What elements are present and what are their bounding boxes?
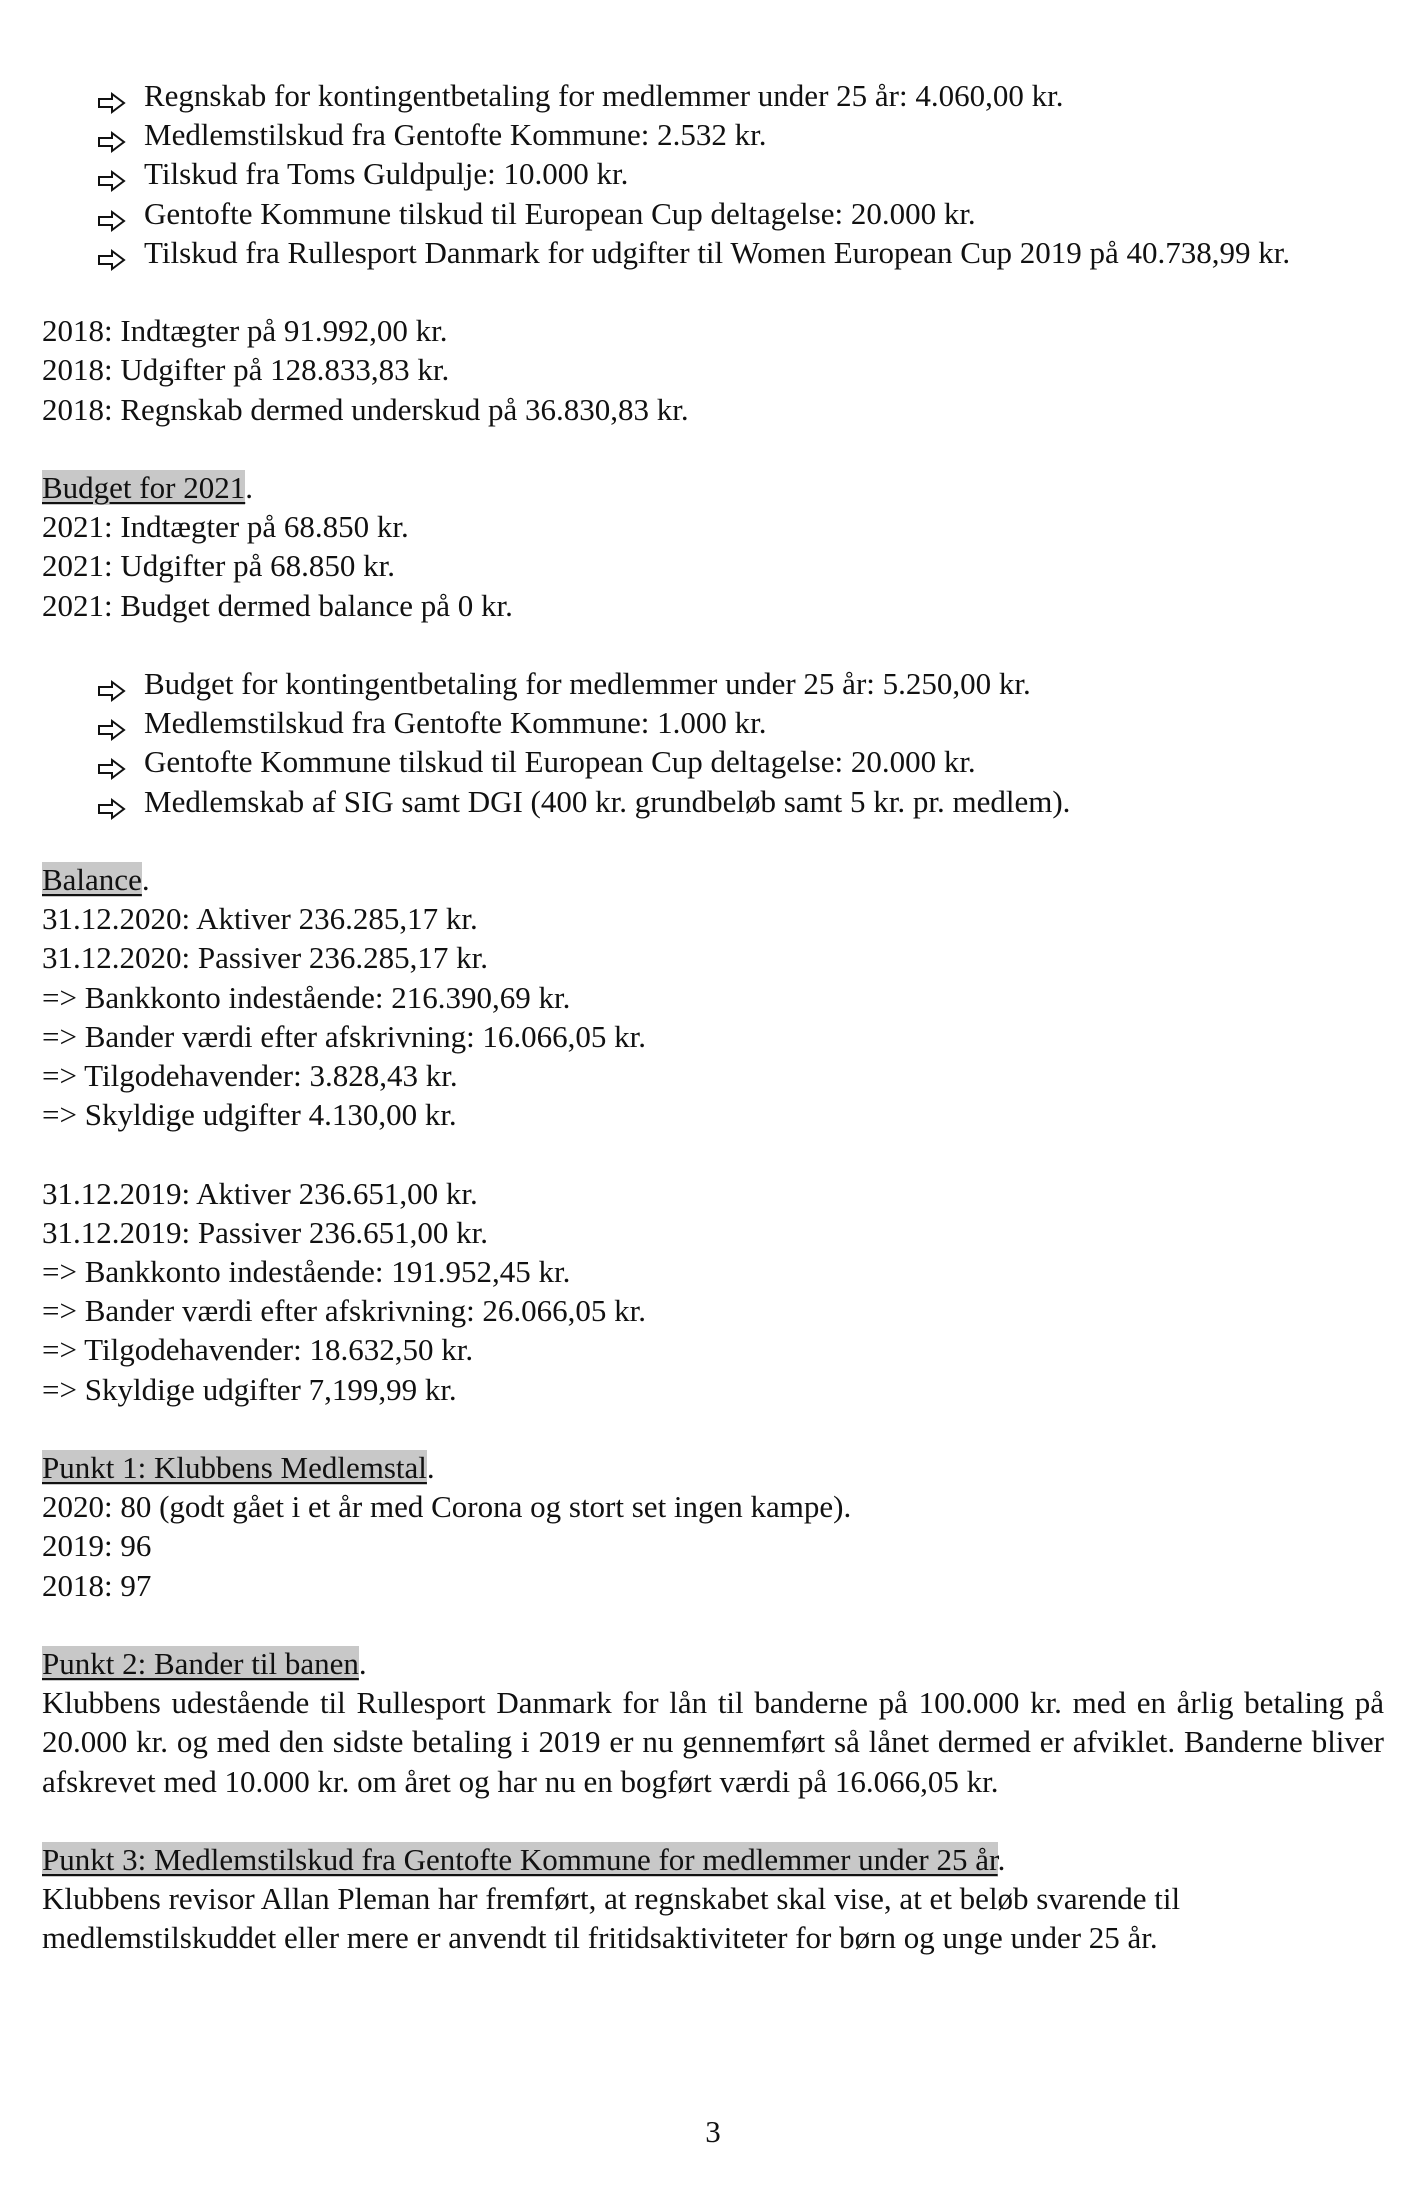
spacer xyxy=(42,625,1384,664)
balance-2020-line: => Skyldige udgifter 4.130,00 kr. xyxy=(42,1097,457,1133)
arrow-right-icon xyxy=(97,742,133,781)
list-item xyxy=(97,233,1426,272)
punkt3-heading-line: Punkt 3: Medlemstilskud fra Gentofte Kommune for medlemmer under 25 år. xyxy=(42,1842,1006,1878)
list-item xyxy=(97,703,1426,742)
list-item xyxy=(97,742,1426,781)
punkt2-heading-line: Punkt 2: Bander til banen. xyxy=(42,1646,367,1682)
list-item xyxy=(97,115,1426,154)
spacer xyxy=(42,272,1384,311)
arrow-right-icon xyxy=(97,233,133,272)
balance-2019-line: 31.12.2019: Passiver 236.651,00 kr. xyxy=(42,1214,489,1250)
balance-2020-line: 31.12.2020: Passiver 236.285,17 kr. xyxy=(42,940,489,976)
budget-heading-line: Budget for 2021. xyxy=(42,470,253,505)
document-page xyxy=(42,76,1384,1958)
balance-2019-line: => Tilgodehavender: 18.632,50 kr. xyxy=(42,1332,474,1368)
budget-expenses: 2021: Udgifter på 68.850 kr. xyxy=(42,548,396,584)
balance-2019-line: 31.12.2019: Aktiver 236.651,00 kr. xyxy=(42,1175,478,1211)
member-count-2020: 2020: 80 (godt gået i et år med Corona og stort set ingen kampe). xyxy=(42,1489,852,1525)
arrow-right-icon xyxy=(97,703,133,742)
balance-2020-line: => Bander værdi efter afskrivning: 16.066,05 kr. xyxy=(42,1018,647,1054)
punkt3-paragraph-line: medlemstilskuddet eller mere er anvendt til fritidsaktiviteter for børn og unge under 25 år. xyxy=(42,1920,1158,1956)
spacer xyxy=(42,1409,1384,1448)
page-number: 3 xyxy=(705,2114,721,2149)
punkt3-paragraph-line: Klubbens revisor Allan Pleman har fremført, at regnskabet skal vise, at et beløb svarende til xyxy=(42,1881,1181,1917)
balance-2020-line: => Bankkonto indestående: 216.390,69 kr. xyxy=(42,979,571,1015)
spacer xyxy=(42,821,1384,860)
bullet-text: Medlemstilskud fra Gentofte Kommune: 2.532 kr. xyxy=(144,117,767,153)
result-2018-expenses: 2018: Udgifter på 128.833,83 kr. xyxy=(42,352,450,388)
balance-heading-line: Balance. xyxy=(42,862,150,897)
punkt2-heading: Punkt 2: Bander til banen xyxy=(42,1646,359,1682)
result-2018-deficit: 2018: Regnskab dermed underskud på 36.830,83 kr. xyxy=(42,391,689,427)
punkt2-paragraph: Klubbens udestående til Rullesport Danmark for lån til banderne på 100.000 kr. med en årlig betaling på 20.000 kr. og med den sidste betaling i 2019 er nu gennemført så lånet dermed er afviklet. Banderne bliver afskrevet med 10.000 kr. om året og har nu en bogført værdi på 16.066,05 kr. xyxy=(42,1685,1384,1799)
balance-2020-line: => Tilgodehavender: 3.828,43 kr. xyxy=(42,1058,458,1094)
balance-heading: Balance xyxy=(42,862,142,897)
budget-heading: Budget for 2021 xyxy=(42,470,246,505)
member-count-2019: 2019: 96 xyxy=(42,1528,152,1564)
arrow-right-icon xyxy=(97,194,133,233)
bullet-text: Budget for kontingentbetaling for medlemmer under 25 år: 5.250,00 kr. xyxy=(144,666,1031,701)
list-item xyxy=(97,782,1426,821)
spacer xyxy=(42,1801,1384,1840)
bullet-text: Gentofte Kommune tilskud til European Cup deltagelse: 20.000 kr. xyxy=(144,744,976,780)
list-item xyxy=(97,154,1426,193)
bullet-text: Regnskab for kontingentbetaling for medlemmer under 25 år: 4.060,00 kr. xyxy=(144,78,1064,113)
spacer xyxy=(42,1605,1384,1644)
balance-2020-line: 31.12.2020: Aktiver 236.285,17 kr. xyxy=(42,901,478,937)
arrow-right-icon xyxy=(97,154,133,193)
list-item xyxy=(97,664,1426,703)
arrow-right-icon xyxy=(97,76,133,115)
arrow-right-icon xyxy=(97,664,133,703)
spacer xyxy=(42,429,1384,468)
balance-2019-line: => Bander værdi efter afskrivning: 26.066,05 kr. xyxy=(42,1293,647,1329)
bullet-text: Tilskud fra Toms Guldpulje: 10.000 kr. xyxy=(144,156,629,192)
bullet-text: Gentofte Kommune tilskud til European Cup deltagelse: 20.000 kr. xyxy=(144,195,976,231)
member-count-2018: 2018: 97 xyxy=(42,1567,152,1603)
arrow-right-icon xyxy=(97,115,133,154)
budget-bullet-list xyxy=(42,664,1384,821)
punkt1-heading-line: Punkt 1: Klubbens Medlemstal. xyxy=(42,1450,435,1486)
spacer xyxy=(42,1134,1384,1173)
budget-balance: 2021: Budget dermed balance på 0 kr. xyxy=(42,587,513,623)
budget-income: 2021: Indtægter på 68.850 kr. xyxy=(42,509,409,545)
list-item xyxy=(97,194,1426,233)
bullet-text: Tilskud fra Rullesport Danmark for udgifter til Women European Cup 2019 på 40.738,99 kr. xyxy=(144,234,1291,270)
bullet-text: Medlemskab af SIG samt DGI (400 kr. grundbeløb samt 5 kr. pr. medlem). xyxy=(144,783,1071,819)
list-item xyxy=(97,76,1426,115)
intro-bullet-list xyxy=(42,76,1384,272)
arrow-right-icon xyxy=(97,782,133,821)
balance-2019-line: => Skyldige udgifter 7,199,99 kr. xyxy=(42,1371,457,1407)
result-2018-income: 2018: Indtægter på 91.992,00 kr. xyxy=(42,313,448,349)
bullet-text: Medlemstilskud fra Gentofte Kommune: 1.000 kr. xyxy=(144,705,767,741)
balance-2019-line: => Bankkonto indestående: 191.952,45 kr. xyxy=(42,1254,571,1290)
punkt1-heading: Punkt 1: Klubbens Medlemstal xyxy=(42,1450,427,1486)
punkt3-heading: Punkt 3: Medlemstilskud fra Gentofte Kommune for medlemmer under 25 år xyxy=(42,1842,998,1878)
